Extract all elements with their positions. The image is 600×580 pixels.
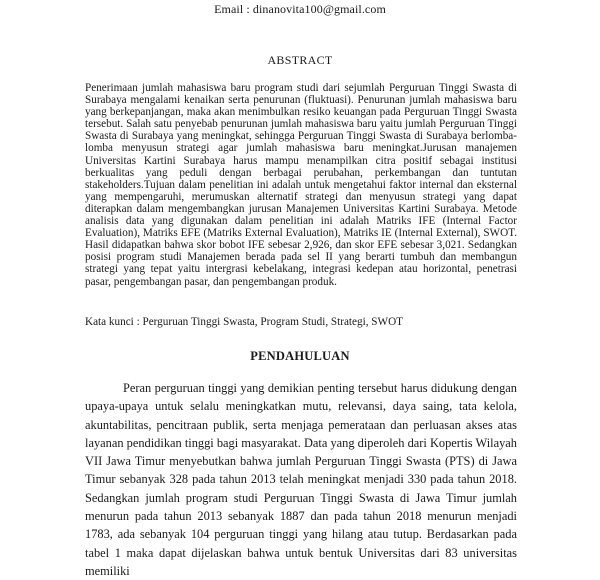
keywords: Kata kunci : Perguruan Tinggi Swasta, Program Studi, Strategi, SWOT [85, 316, 403, 328]
section-heading-pendahuluan: PENDAHULUAN [250, 349, 350, 363]
author-email: Email : dinanovita100@gmail.com [214, 2, 386, 16]
abstract-heading: ABSTRACT [267, 53, 333, 67]
abstract-text: Penerimaan jumlah mahasiswa baru program studi dari sejumlah Perguruan Tinggi Swasta di Surabaya mengalami kenaikan serta penurunan (fluktuasi). Penurunan jumlah mahasiswa baru yang berkepanjangan, maka akan menimbulkan resiko keuangan pada Perguruan Tinggi Swasta tersebut. Salah satu penyebab penurunan jumlah mahasiswa baru yaitu jumlah Perguruan Tinggi Swasta di Surabaya yang meningkat, sehingga Perguruan Tinggi Swasta di Surabaya berlomba-lomba menyusun strategi agar jumlah mahasiswa baru meningkat.Jurusan manajemen Universitas Kartini Surabaya harus mampu menampilkan citra positif sebagai institusi berkualitas yang peduli dengan berbagai perubahan, perkembangan dan tuntutan stakeholders.Tujuan dalam penelitian ini adalah untuk mengetahui faktor internal dan eksternal yang mempengaruhi, merumuskan alternatif strategi dan menyusun strategi yang dapat diterapkan dalam mengembangkan jurusan Manajemen Universitas Kartini Surabaya. Metode analisis data yang digunakan dalam penelitian ini adalah Matriks IFE (Internal Factor Evaluation), Matriks EFE (Matriks External Evaluation), Matriks IE (Internal External), SWOT. Hasil didapatkan bahwa skor bobot IFE sebesar 2,926, dan skor EFE sebesar 3,021. Sedangkan posisi program studi Manajemen berada pada sel II yang berarti tumbuh dan membangun strategi yang tepat yaitu intergrasi kebelakang, integrasi kedepan atau horizontal, penetrasi pasar, pengembangan pasar, dan pengembangan produk. [85, 82, 517, 288]
introduction-paragraph: Peran perguruan tinggi yang demikian penting tersebut harus didukung dengan upaya-upaya untuk selalu meningkatkan mutu, relevansi, daya saing, tata kelola, akuntabilitas, pencitraan publik, serta menjaga pemerataan dan perluasan akses atas layanan pendidikan tinggi bagi masyarakat. Data yang diperoleh dari Kopertis Wilayah VII Jawa Timur menyebutkan bahwa jumlah Perguruan Tinggi Swasta (PTS) di Jawa Timur sebanyak 328 pada tahun 2013 telah meningkat menjadi 330 pada tahun 2018. Sedangkan jumlah program studi Perguruan Tinggi Swasta di Jawa Timur jumlah menurun pada tahun 2013 sebanyak 1887 dan pada tahun 2018 menurun menjadi 1783, ada sebanyak 104 perguruan tinggi yang hilang atau tutup. Berdasarkan pada tabel 1 maka dapat dijelaskan bahwa untuk bentuk Universitas dari 83 universitas memiliki [85, 381, 517, 578]
